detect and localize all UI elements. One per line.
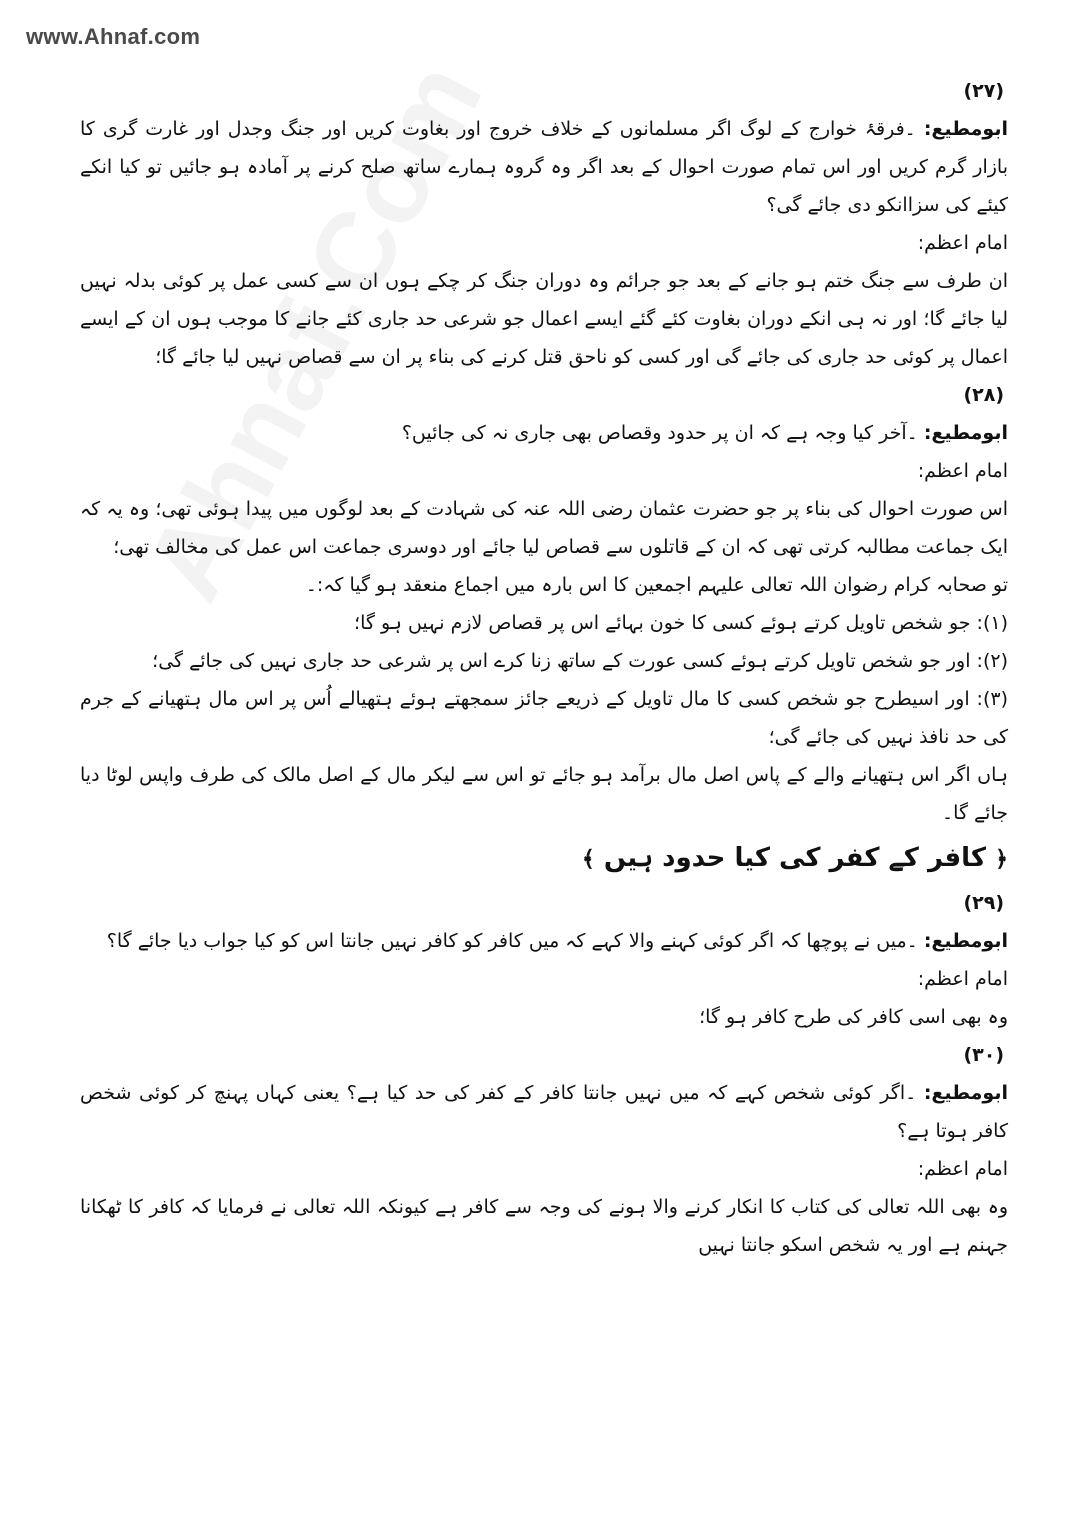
- answerer-label: امام اعظم:: [917, 232, 1008, 254]
- question-number-27: (۲۷): [963, 80, 1004, 102]
- closing-statement: ہاں اگر اس ہتھیانے والے کے پاس اصل مال برآمد ہو جائے تو اس سے لیکر مال کے اصل مالک کی طرف واپس لوٹا دیا جائے گا۔: [80, 764, 1008, 824]
- rule-1: (۱): جو شخص تاویل کرتے ہوئے کسی کا خون بہائے اس پر قصاص لازم نہیں ہو گا؛: [354, 612, 1008, 634]
- asker-label: ابومطیع:: [923, 1082, 1008, 1104]
- asker-label: ابومطیع:: [923, 118, 1008, 140]
- answerer-label: امام اعظم:: [917, 1158, 1008, 1180]
- answerer-label: امام اعظم:: [917, 968, 1008, 990]
- answer-30: وہ بھی اللہ تعالی کی کتاب کا انکار کرنے والا ہونے کی وجہ سے کافر ہے کیونکہ اللہ تعالی نے فرمایا کہ کافر کا ٹھکانا جہنم ہے اور یہ شخص اسکو جانتا نہیں: [80, 1196, 1008, 1256]
- question-text: ۔فرقۂ خوارج کے لوگ اگر مسلمانوں کے خلاف خروج اور بغاوت کریں اور جنگ وجدل اور غارت گری کا بازار گرم کریں اور اس تمام صورت احوال کے بعد اگر وہ گروہ ہمارے ساتھ صلح کرنے پر آمادہ ہو جائیں تو کیا انکے کیئے کی سزاانکو دی جائے گی؟: [80, 118, 1008, 216]
- question-number-28: (۲۸): [963, 384, 1004, 406]
- ornament-left-icon: ﴾: [581, 847, 595, 872]
- ornament-right-icon: ﴿: [995, 847, 1008, 872]
- rule-2: (۲): اور جو شخص تاویل کرتے ہوئے کسی عورت کے ساتھ زنا کرے اس پر شرعی حد جاری نہیں کی جائے گی؛: [152, 650, 1008, 672]
- question-text: ۔اگر کوئی شخص کہے کہ میں نہیں جانتا کافر کے کفر کی حد کیا ہے؟ یعنی کہاں پہنچ کر کوئی شخص کافر ہوتا ہے؟: [80, 1082, 1008, 1142]
- question-27: [80, 110, 1008, 224]
- asker-label: ابومطیع:: [923, 930, 1008, 952]
- section-heading: [80, 834, 1008, 884]
- page-content: [80, 72, 1008, 1264]
- question-28: [80, 414, 1008, 452]
- question-number-29: (۲۹): [963, 892, 1004, 914]
- answer-28: اس صورت احوال کی بناء پر جو حضرت عثمان رضی اللہ عنہ کی شہادت کے بعد لوگوں میں پیدا ہوئی تھی؛ وہ یہ کہ ایک جماعت مطالبہ کرتی تھی کہ ان کے قاتلوں سے قصاص لیا جائے اور دوسری جماعت اس عمل کی مخالف تھی؛: [80, 498, 1008, 558]
- rule-3: (۳): اور اسیطرح جو شخص کسی کا مال تاویل کے ذریعے جائز سمجھتے ہوئے ہتھیالے اُس پر اس مال ہتھیانے کے جرم کی حد نافذ نہیں کی جائے گی؛: [80, 688, 1008, 748]
- answer-29: وہ بھی اسی کافر کی طرح کافر ہو گا؛: [699, 1006, 1008, 1028]
- asker-label: ابومطیع:: [923, 422, 1008, 444]
- question-number-30: (۳۰): [963, 1044, 1004, 1066]
- ijma-statement: تو صحابہ کرام رضوان اللہ تعالی علیہم اجمعین کا اس بارہ میں اجماع منعقد ہو گیا کہ:۔: [305, 574, 1008, 596]
- question-text: ۔میں نے پوچھا کہ اگر کوئی کہنے والا کہے کہ میں کافر کو کافر نہیں جانتا اس کو کیا جواب دیا جائے گا؟: [106, 930, 918, 952]
- site-url: www.Ahnaf.com: [26, 24, 201, 49]
- section-heading-text: کافر کے کفر کی کیا حدود ہیں: [603, 843, 987, 873]
- question-29: [80, 922, 1008, 960]
- question-30: [80, 1074, 1008, 1150]
- answer-27: ان طرف سے جنگ ختم ہو جانے کے بعد جو جرائم وہ دوران جنگ کر چکے ہوں ان سے کسی عمل پر کوئی بدلہ نہیں لیا جائے گا؛ اور نہ ہی انکے دوران بغاوت کئے گئے ایسے اعمال جو شرعی حد جاری کئے جانے کا موجب ہوں ان کے ایسے اعمال پر کوئی حد جاری کی جائے گی اور کسی کو ناحق قتل کرنے کی بناء پر ان سے قصاص نہیں لیا جائے گا؛: [80, 270, 1008, 368]
- answerer-label: امام اعظم:: [917, 460, 1008, 482]
- question-text: ۔آخر کیا وجہ ہے کہ ان پر حدود وقصاص بھی جاری نہ کی جائیں؟: [401, 422, 918, 444]
